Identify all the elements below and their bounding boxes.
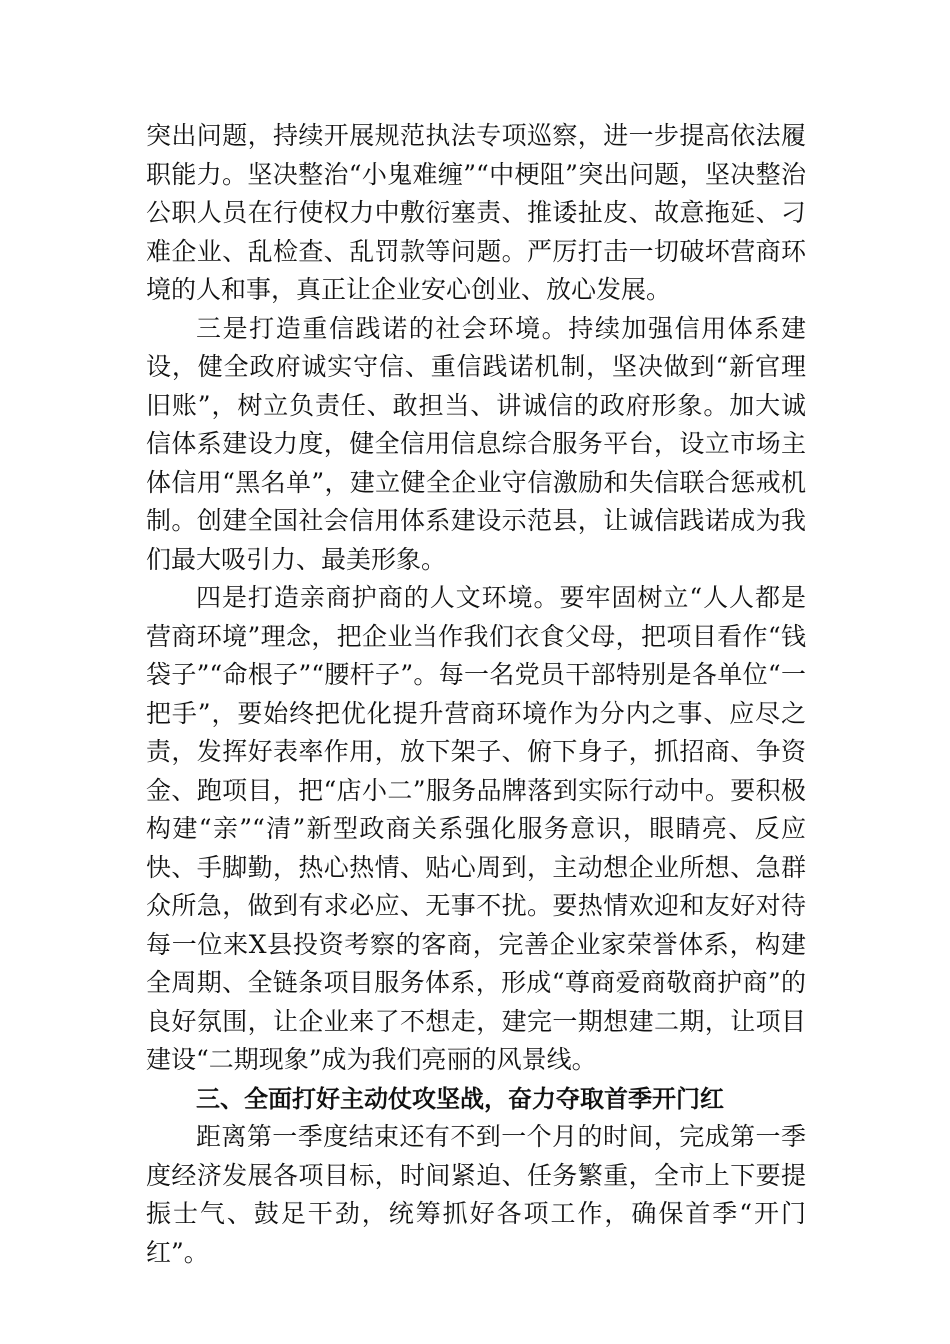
paragraph-continuation: 突出问题，持续开展规范执法专项巡察，进一步提高依法履职能力。坚决整治“小鬼难缠”“中梗阻”突出问题，坚决整治公职人员在行使权力中敷衍塞责、推诿扯皮、故意拖延、刁难企业、乱检查、乱罚款等问题。严厉打击一切破坏营商环境的人和事，真正让企业安心创业、放心发展。 [146,121,806,304]
paragraph-social-environment: 三是打造重信践诺的社会环境。持续加强信用体系建设，健全政府诚实守信、重信践诺机制，坚决做到“新官理旧账”，树立负责任、敢担当、讲诚信的政府形象。加大诚信体系建设力度，健全信用信息综合服务平台，设立市场主体信用“黑名单”，建立健全企业守信激励和失信联合惩戒机制。创建全国社会信用体系建设示范县，让诚信践诺成为我们最大吸引力、最美形象。 [146,313,806,574]
section-heading: 三、全面打好主动仗攻坚战，奋力夺取首季开门红 [196,1084,724,1113]
paragraph-first-quarter: 距离第一季度结束还有不到一个月的时间，完成第一季度经济发展各项目标，时间紧迫、任务繁重，全市上下要提振士气、鼓足干劲，统筹抓好各项工作，确保首季“开门红”。 [146,1122,806,1267]
paragraph-humanistic-environment: 四是打造亲商护商的人文环境。要牢固树立“人人都是营商环境”理念，把企业当作我们衣食父母，把项目看作“钱袋子”“命根子”“腰杆子”。每一名党员干部特别是各单位“一把手”，要始终把优化提升营商环境作为分内之事、应尽之责，发挥好表率作用，放下架子、俯下身子，抓招商、争资金、跑项目，把“店小二”服务品牌落到实际行动中。要积极构建“亲”“清”新型政商关系强化服务意识，眼睛亮、反应快、手脚勤，热心热情、贴心周到，主动想企业所想、急群众所急，做到有求必应、无事不扰。要热情欢迎和友好对待每一位来X县投资考察的客商，完善企业家荣誉体系，构建全周期、全链条项目服务体系，形成“尊商爱商敬商护商”的良好氛围，让企业来了不想走，建完一期想建二期，让项目建设“二期现象”成为我们亮丽的风景线。 [146,583,806,1074]
document-body [146,117,806,1272]
